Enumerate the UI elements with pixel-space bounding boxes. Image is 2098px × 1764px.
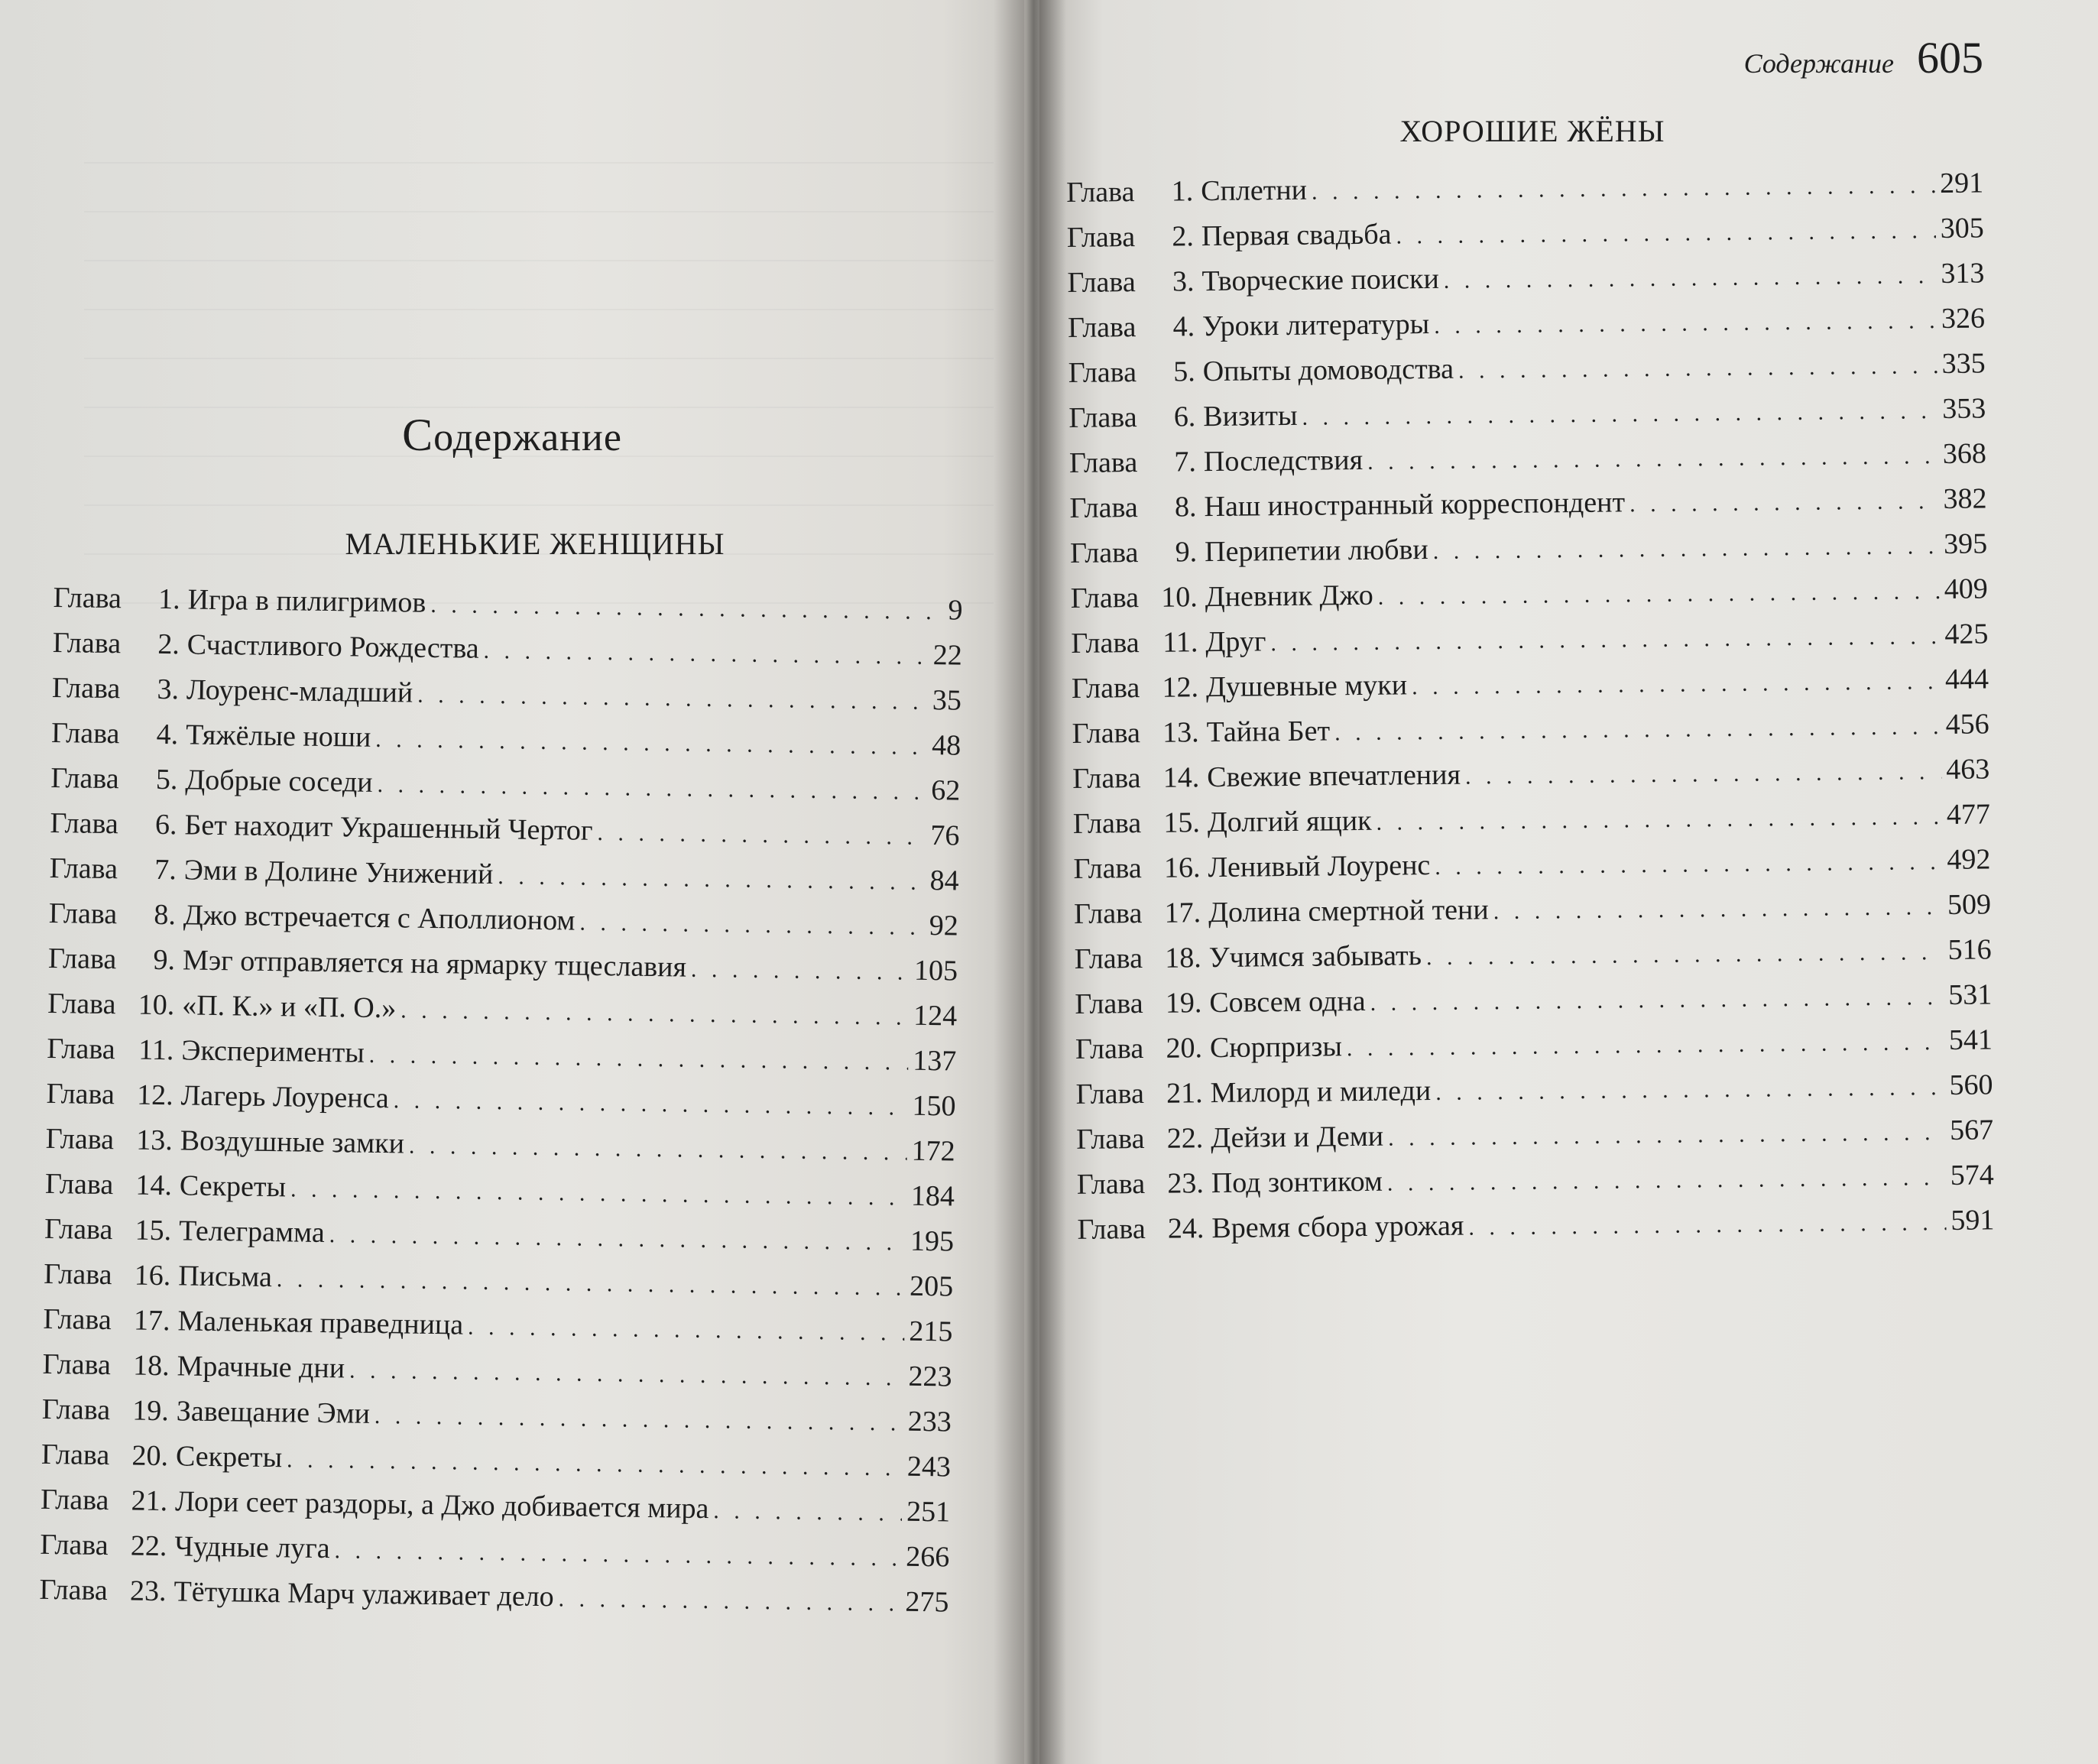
toc-entry-leader-dots bbox=[1334, 714, 1941, 746]
toc-entry-page: 266 bbox=[905, 1540, 950, 1574]
toc-entry-number: 18. bbox=[132, 1349, 170, 1383]
toc-entry-leader-dots bbox=[1312, 173, 1936, 206]
toc-entry-page: 233 bbox=[907, 1405, 952, 1438]
toc-entry-leader-dots bbox=[1444, 263, 1937, 294]
toc-entry-leader-dots bbox=[498, 864, 926, 896]
toc-entry-number: 1. bbox=[1171, 175, 1194, 208]
toc-entry-title: Эксперименты bbox=[181, 1034, 365, 1069]
toc-entry-number: 7. bbox=[1174, 446, 1197, 478]
toc-entry-prefix: Глава bbox=[1072, 717, 1141, 750]
toc-entry-page: 195 bbox=[910, 1224, 955, 1258]
toc-entry-leader-dots bbox=[1412, 669, 1941, 700]
toc-entry-prefix: Глава bbox=[43, 1302, 112, 1337]
toc-entry-number: 16. bbox=[1163, 851, 1201, 884]
toc-entry-number: 6. bbox=[1173, 400, 1196, 433]
toc-entry-leader-dots bbox=[1435, 1075, 1945, 1106]
toc-entry-title: Воздушные замки bbox=[180, 1124, 405, 1160]
toc-entry-prefix: Глава bbox=[41, 1393, 111, 1427]
toc-entry-page: 567 bbox=[1949, 1114, 1994, 1146]
toc-entry-leader-dots bbox=[409, 1133, 907, 1166]
toc-entry-page: 84 bbox=[929, 864, 959, 897]
toc-entry-number: 3. bbox=[1172, 265, 1195, 298]
toc-entry-number: 19. bbox=[132, 1394, 170, 1428]
toc-entry-page: 205 bbox=[909, 1269, 954, 1303]
toc-entry-number: 1. bbox=[157, 582, 180, 616]
toc-entry-number: 15. bbox=[1163, 806, 1201, 839]
toc-entry-leader-dots bbox=[1387, 1165, 1946, 1197]
toc-entry-prefix: Глава bbox=[44, 1257, 112, 1292]
toc-entry-title: Время сбора урожая bbox=[1211, 1209, 1464, 1245]
toc-entry-number: 21. bbox=[131, 1484, 168, 1518]
toc-entry-page: 275 bbox=[905, 1585, 949, 1619]
toc-entry-number: 2. bbox=[157, 627, 180, 661]
toc-entry-title: Душевные муки bbox=[1205, 669, 1408, 704]
toc-entry-prefix: Глава bbox=[41, 1438, 110, 1472]
toc-entry-title: Милорд и миледи bbox=[1210, 1075, 1432, 1110]
toc-entry-page: 353 bbox=[1942, 392, 1986, 426]
toc-entry-title: Дейзи и Деми bbox=[1210, 1120, 1384, 1155]
toc-entry-title: «П. К.» и «П. О.» bbox=[181, 989, 397, 1025]
toc-entry-prefix: Глава bbox=[1067, 311, 1137, 344]
toc-entry-number: 22. bbox=[130, 1529, 167, 1563]
toc-entry-number: 20. bbox=[131, 1439, 169, 1473]
toc-entry-leader-dots bbox=[1435, 849, 1943, 880]
toc-entry-title: Секреты bbox=[175, 1440, 283, 1474]
toc-entry-leader-dots bbox=[1396, 218, 1936, 249]
toc-entry-number: 8. bbox=[154, 898, 177, 932]
toc-entry-title: Секреты bbox=[179, 1169, 287, 1204]
toc-entry-number: 23. bbox=[129, 1574, 167, 1608]
toc-entry-number: 10. bbox=[1161, 581, 1198, 614]
toc-entry-page: 251 bbox=[906, 1495, 951, 1529]
toc-entry-title: Бет находит Украшенный Чертог bbox=[184, 809, 593, 847]
toc-entry-title: Учимся забывать bbox=[1208, 939, 1422, 974]
toc-entry-leader-dots bbox=[349, 1358, 904, 1392]
toc-entry-prefix: Глава bbox=[1072, 762, 1141, 795]
toc-entry-prefix: Глава bbox=[1077, 1212, 1146, 1246]
toc-entry-prefix: Глава bbox=[1068, 356, 1137, 389]
toc-entry-page: 509 bbox=[1947, 888, 1992, 921]
toc-entry-leader-dots bbox=[1270, 624, 1940, 657]
toc-entry-leader-dots bbox=[1426, 939, 1944, 971]
toc-entry-page: 541 bbox=[1948, 1023, 1993, 1056]
toc-entry-page: 35 bbox=[932, 684, 962, 717]
toc-entry-leader-dots bbox=[430, 592, 944, 625]
toc-entry-title: Творческие поиски bbox=[1201, 262, 1440, 298]
toc-entry-page: 172 bbox=[911, 1134, 955, 1168]
toc-entry-prefix: Глава bbox=[1075, 1033, 1144, 1065]
left-page bbox=[0, 0, 1024, 1764]
toc-entry-title: Джо встречается с Аполлионом bbox=[183, 899, 576, 937]
toc-entry-page: 368 bbox=[1942, 437, 1987, 471]
toc-entry-title: Друг bbox=[1205, 625, 1266, 659]
toc-entry-title: Тяжёлые ноши bbox=[185, 718, 371, 754]
toc-entry-prefix: Глава bbox=[50, 716, 120, 751]
toc-entry-title: Под зонтиком bbox=[1211, 1165, 1383, 1200]
toc-entry-title: Телеграмма bbox=[178, 1214, 326, 1250]
toc-entry-page: 326 bbox=[1941, 302, 1986, 336]
toc-entry-leader-dots bbox=[290, 1176, 906, 1211]
toc-entry-prefix: Глава bbox=[49, 851, 118, 886]
toc-entry-title: Последствия bbox=[1203, 443, 1364, 478]
toc-entry-leader-dots bbox=[691, 957, 910, 986]
toc-entry-page: 574 bbox=[1950, 1159, 1994, 1192]
toc-entry-page: 477 bbox=[1946, 798, 1991, 831]
section-title-good-wives: ХОРОШИЕ ЖЁНЫ bbox=[1399, 114, 1665, 148]
toc-entry-page: 184 bbox=[910, 1179, 955, 1213]
toc-entry-title: Счастливого Рождества bbox=[186, 628, 480, 665]
toc-entry-prefix: Глава bbox=[1071, 627, 1140, 660]
toc-entry-leader-dots bbox=[1370, 984, 1944, 1017]
toc-entry-title: Чудные луга bbox=[174, 1530, 330, 1565]
toc-entry-leader-dots bbox=[579, 910, 925, 941]
toc-entry-title: Тётушка Марч улаживает дело bbox=[173, 1575, 555, 1613]
toc-entry-leader-dots bbox=[1302, 398, 1937, 431]
toc-entry-number: 13. bbox=[1162, 716, 1199, 749]
toc-entry-page: 22 bbox=[932, 639, 963, 672]
toc-entry-title: Игра в пилигримов bbox=[187, 583, 426, 619]
toc-entry-prefix: Глава bbox=[39, 1573, 109, 1607]
toc-entry-title: Мэг отправляется на ярмарку тщеславия bbox=[182, 944, 687, 984]
toc-entry-title: Лори сеет раздоры, а Джо добивается мира bbox=[174, 1485, 709, 1526]
toc-entry-title: Долина смертной тени bbox=[1208, 893, 1489, 929]
toc-entry-number: 17. bbox=[1164, 897, 1201, 929]
toc-entry-title: Визиты bbox=[1203, 399, 1298, 433]
toc-entry-prefix: Глава bbox=[48, 897, 118, 931]
toc-entry-prefix: Глава bbox=[1066, 176, 1135, 209]
toc-entry-number: 17. bbox=[133, 1304, 170, 1338]
toc-entry-page: 456 bbox=[1945, 708, 1989, 741]
toc-list-left bbox=[39, 581, 963, 1630]
running-head bbox=[1744, 32, 1983, 83]
toc-entry-number: 14. bbox=[135, 1169, 173, 1202]
toc-entry-leader-dots bbox=[1378, 579, 1940, 611]
toc-entry-page: 92 bbox=[929, 910, 959, 942]
toc-entry-prefix: Глава bbox=[1071, 672, 1140, 705]
section-title-little-women: МАЛЕНЬКИЕ ЖЕНЩИНЫ bbox=[345, 527, 725, 561]
toc-entry-number: 4. bbox=[156, 718, 179, 751]
contents-heading: Содержание bbox=[402, 410, 622, 460]
toc-entry-title: Совсем одна bbox=[1209, 984, 1366, 1020]
toc-entry-title: Сюрпризы bbox=[1209, 1030, 1343, 1065]
toc-entry-leader-dots bbox=[287, 1447, 903, 1481]
toc-entry-prefix: Глава bbox=[1072, 807, 1142, 840]
toc-entry-prefix: Глава bbox=[52, 626, 122, 660]
toc-entry-number: 16. bbox=[134, 1259, 171, 1292]
toc-entry-page: 492 bbox=[1947, 843, 1991, 876]
toc-entry-page: 48 bbox=[931, 729, 961, 762]
toc-entry-prefix: Глава bbox=[45, 1122, 115, 1156]
toc-entry-page: 150 bbox=[912, 1089, 956, 1123]
toc-entry-number: 8. bbox=[1174, 491, 1197, 524]
toc-entry-prefix: Глава bbox=[1067, 266, 1136, 299]
toc-entry-title: Уроки литературы bbox=[1201, 308, 1430, 343]
toc-entry-number: 6. bbox=[154, 808, 177, 841]
toc-entry-leader-dots bbox=[1468, 1210, 1946, 1241]
toc-entry-page: 463 bbox=[1945, 753, 1990, 786]
toc-entry-prefix: Глава bbox=[1066, 221, 1136, 254]
toc-entry-prefix: Глава bbox=[1073, 852, 1142, 885]
toc-entry-leader-dots bbox=[1376, 804, 1942, 836]
page-number: 605 bbox=[1917, 33, 1983, 83]
toc-entry-number: 9. bbox=[153, 943, 176, 977]
toc-entry-leader-dots bbox=[375, 727, 927, 760]
toc-entry-prefix: Глава bbox=[1075, 1078, 1145, 1111]
toc-entry-title: Опыты домоводства bbox=[1202, 352, 1454, 388]
toc-entry-prefix: Глава bbox=[1075, 987, 1143, 1020]
toc-entry-title: Сплетни bbox=[1201, 173, 1308, 208]
toc-entry-title: Свежие впечатления bbox=[1207, 758, 1461, 794]
toc-entry-leader-dots bbox=[1347, 1030, 1944, 1062]
toc-entry-leader-dots bbox=[713, 1498, 902, 1526]
toc-entry-prefix: Глава bbox=[50, 806, 119, 841]
toc-entry-number: 11. bbox=[1162, 626, 1198, 659]
toc-entry-leader-dots bbox=[1629, 488, 1939, 517]
toc-entry-leader-dots bbox=[1465, 759, 1942, 790]
toc-entry-leader-dots bbox=[375, 1403, 903, 1437]
toc-entry-prefix: Глава bbox=[1074, 942, 1143, 975]
toc-entry-page: 335 bbox=[1941, 347, 1986, 381]
toc-entry-page: 516 bbox=[1947, 933, 1992, 966]
toc-entry-leader-dots bbox=[400, 997, 909, 1030]
toc-entry-title: Письма bbox=[178, 1260, 273, 1294]
toc-entry-page: 76 bbox=[930, 819, 960, 852]
toc-entry-page: 531 bbox=[1948, 978, 1993, 1011]
toc-entry-prefix: Глава bbox=[47, 987, 116, 1021]
toc-entry-number: 5. bbox=[155, 763, 178, 796]
toc-entry-page: 382 bbox=[1943, 482, 1987, 516]
toc-entry-prefix: Глава bbox=[47, 942, 117, 976]
toc-entry-page: 444 bbox=[1944, 663, 1989, 696]
toc-entry-prefix: Глава bbox=[44, 1167, 114, 1201]
toc-entry-number: 15. bbox=[135, 1214, 172, 1247]
toc-entry-number: 18. bbox=[1165, 942, 1201, 974]
toc-entry-prefix: Глава bbox=[51, 671, 121, 705]
toc-entry-leader-dots bbox=[558, 1586, 900, 1616]
toc-entry-leader-dots bbox=[1367, 443, 1938, 475]
toc-entry-page: 313 bbox=[1941, 257, 1985, 290]
toc-entry-title: Дневник Джо bbox=[1205, 579, 1373, 614]
toc-entry-number: 4. bbox=[1172, 310, 1195, 343]
toc-entry-leader-dots bbox=[329, 1222, 906, 1257]
toc-entry-prefix: Глава bbox=[1069, 537, 1139, 569]
toc-entry-title: Мрачные дни bbox=[177, 1350, 345, 1385]
toc-entry-prefix: Глава bbox=[44, 1212, 113, 1247]
toc-entry-title: Ленивый Лоуренс bbox=[1208, 849, 1431, 884]
toc-entry-prefix: Глава bbox=[1076, 1167, 1146, 1201]
toc-entry-prefix: Глава bbox=[40, 1483, 109, 1517]
toc-entry-number: 12. bbox=[1162, 671, 1199, 704]
toc-entry-page: 305 bbox=[1940, 212, 1985, 245]
toc-entry-number: 2. bbox=[1172, 220, 1195, 253]
toc-entry-prefix: Глава bbox=[1073, 897, 1143, 930]
toc-entry-prefix: Глава bbox=[1075, 1122, 1145, 1156]
toc-entry-title: Первая свадьба bbox=[1201, 218, 1392, 253]
toc-entry-prefix: Глава bbox=[40, 1528, 109, 1562]
toc-entry-number: 21. bbox=[1166, 1077, 1203, 1110]
toc-entry-prefix: Глава bbox=[50, 761, 119, 796]
toc-entry-leader-dots bbox=[1388, 1120, 1945, 1152]
toc-entry-number: 5. bbox=[1172, 355, 1195, 388]
toc-entry-leader-dots bbox=[1458, 353, 1937, 384]
toc-entry-leader-dots bbox=[394, 1088, 908, 1120]
toc-entry-title: Завещание Эми bbox=[176, 1395, 371, 1430]
toc-entry-prefix: Глава bbox=[1068, 446, 1138, 479]
toc-entry-number: 9. bbox=[1175, 536, 1198, 569]
toc-entry-number: 19. bbox=[1165, 987, 1202, 1020]
toc-entry-page: 409 bbox=[1944, 572, 1988, 605]
toc-entry-leader-dots bbox=[1433, 533, 1940, 565]
toc-entry-page: 591 bbox=[1950, 1204, 1995, 1237]
toc-entry-prefix: Глава bbox=[47, 1032, 115, 1066]
toc-entry-prefix: Глава bbox=[53, 581, 122, 615]
toc-entry-prefix: Глава bbox=[42, 1347, 112, 1382]
toc-entry-page: 560 bbox=[1949, 1068, 1993, 1101]
toc-entry-page: 137 bbox=[913, 1044, 957, 1078]
toc-entry-title: Эми в Долине Унижений bbox=[183, 854, 494, 891]
toc-entry-number: 13. bbox=[136, 1124, 173, 1157]
toc-entry-number: 10. bbox=[138, 988, 175, 1022]
toc-entry-leader-dots bbox=[483, 638, 929, 670]
toc-entry-prefix: Глава bbox=[1070, 582, 1140, 614]
toc-entry-page: 105 bbox=[913, 954, 958, 987]
toc-entry-title: Наш иностранный корреспондент bbox=[1204, 486, 1626, 524]
toc-entry-leader-dots bbox=[468, 1315, 905, 1347]
toc-entry-title: Долгий ящик bbox=[1207, 804, 1372, 839]
toc-entry-prefix: Глава bbox=[46, 1077, 115, 1111]
toc-entry-page: 243 bbox=[906, 1450, 952, 1484]
toc-entry-leader-dots bbox=[417, 683, 928, 715]
toc-entry-number: 14. bbox=[1162, 761, 1200, 794]
toc-entry-page: 291 bbox=[1939, 167, 1984, 200]
toc-entry-title: Добрые соседи bbox=[185, 764, 373, 799]
toc-entry-number: 24. bbox=[1167, 1212, 1205, 1245]
toc-entry-number: 20. bbox=[1166, 1032, 1203, 1065]
toc-entry-number: 11. bbox=[138, 1033, 174, 1067]
toc-entry-page: 215 bbox=[909, 1315, 953, 1348]
toc-entry-number: 12. bbox=[136, 1078, 173, 1112]
toc-entry-prefix: Глава bbox=[1068, 401, 1137, 434]
toc-entry-leader-dots bbox=[277, 1266, 906, 1301]
toc-entry-page: 124 bbox=[913, 999, 958, 1033]
toc-list-right bbox=[1066, 166, 1995, 1257]
toc-entry-leader-dots bbox=[597, 820, 926, 851]
toc-entry-leader-dots bbox=[334, 1538, 901, 1571]
toc-entry bbox=[1077, 1203, 1995, 1258]
toc-entry-leader-dots bbox=[369, 1043, 909, 1076]
toc-entry-number: 3. bbox=[157, 673, 180, 706]
toc-entry-title: Лоуренс-младший bbox=[186, 673, 413, 709]
toc-entry-title: Тайна Бет bbox=[1206, 715, 1331, 749]
book-gutter bbox=[994, 0, 1066, 1764]
toc-entry-leader-dots bbox=[377, 772, 926, 806]
toc-entry-page: 395 bbox=[1943, 527, 1988, 561]
toc-entry-title: Перипетии любви bbox=[1204, 533, 1428, 569]
toc-entry-page: 425 bbox=[1944, 618, 1989, 650]
running-head-title: Содержание bbox=[1743, 48, 1894, 79]
toc-entry-prefix: Глава bbox=[1069, 491, 1139, 524]
toc-entry-number: 23. bbox=[1167, 1167, 1205, 1200]
toc-entry-page: 223 bbox=[908, 1360, 952, 1393]
toc-entry-title: Маленькая праведница bbox=[177, 1305, 464, 1341]
toc-entry-leader-dots bbox=[1434, 308, 1937, 339]
toc-entry-leader-dots bbox=[1493, 894, 1944, 925]
toc-entry-page: 9 bbox=[948, 594, 963, 627]
toc-entry-title: Лагерь Лоуренса bbox=[180, 1079, 390, 1115]
toc-entry-number: 22. bbox=[1166, 1122, 1204, 1155]
toc-entry-number: 7. bbox=[154, 853, 177, 887]
toc-entry-page: 62 bbox=[930, 774, 961, 807]
